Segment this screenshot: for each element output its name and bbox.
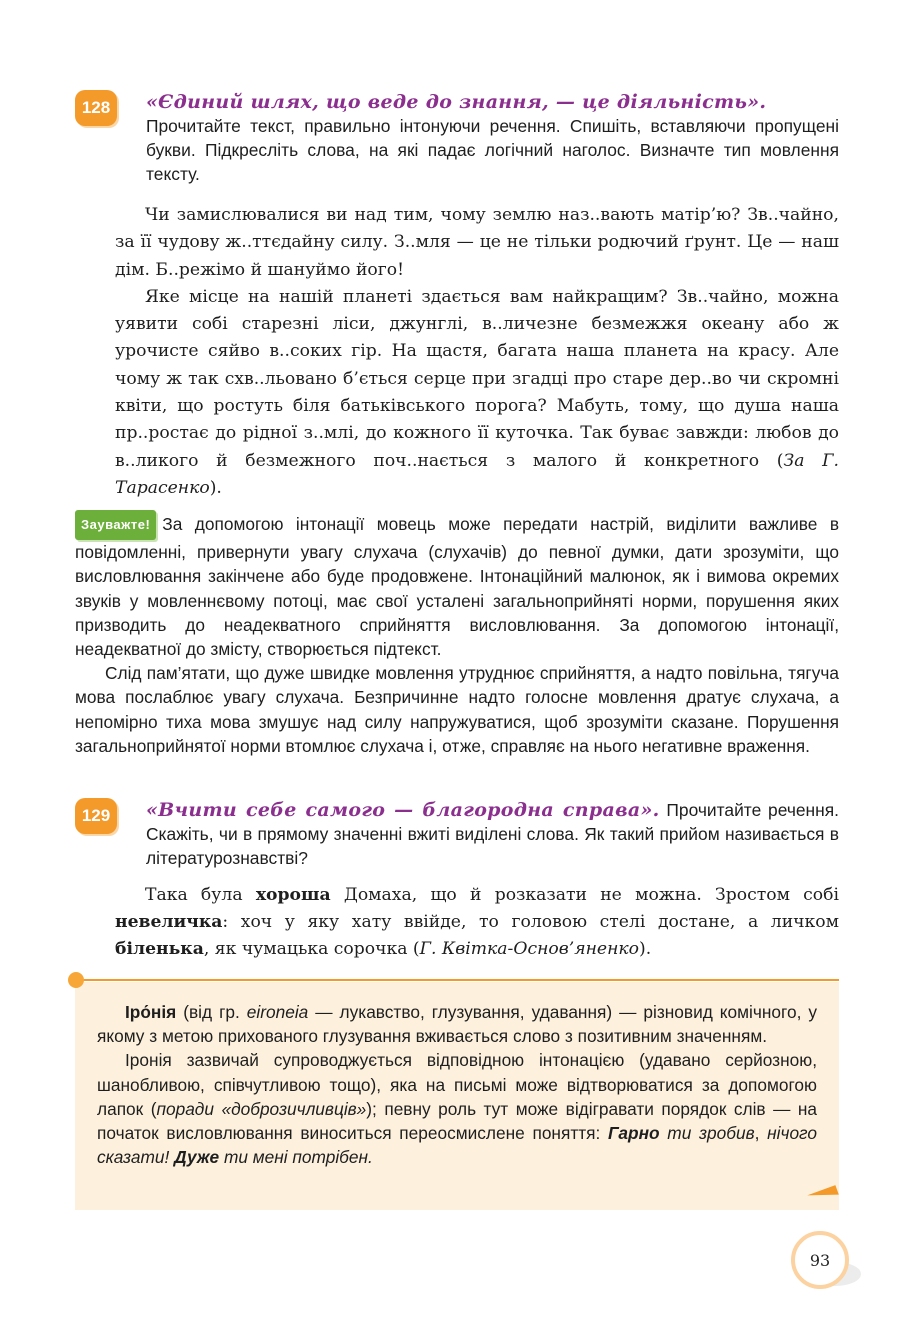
- note-paragraph: Зауважте! За допомогою інтонації мовець може передати настрій, виділити важливе в повідомленні, привернути увагу слухача (слухачів) до певної думки, дати зрозуміти, що висловлювання закінчене або буде продовжене. Інтонаційний малюнок, як і вимова окремих звуків у мовленнєвому потоці, має свої усталені загальноприйняті норми, порушення яких призводить до неадекватного сприйняття висловлювання. За допомогою інтонації, неадекватної до змісту, створюється підтекст.: [75, 510, 839, 661]
- note-paragraph: Слід пам’ятати, що дуже швидке мовлення утруднює сприйняття, а надто повільна, тягуча мова послаблює увагу слухача. Безпричинне надто голосне мовлення дратує слухача, а непомірно тиха мова змушує над силу напружуватися, щоб зрозуміти сказане. Порушення загальноприйнятої норми втомлює слухача і, отже, справляє на нього негативне враження.: [75, 663, 839, 756]
- note-label: Зауважте!: [75, 510, 156, 540]
- task-129-text: [115, 882, 839, 963]
- text-paragraph: Чи замислювалися ви над тим, чому землю наз..вають матір’ю? Зв..чайно, за її чудову ж..ттєдайну силу. З..мля — це не тільки родючий ґрунт. Це — наш дім. Б..режімо й шануймо його!: [115, 205, 839, 280]
- definition-divider: [75, 979, 839, 981]
- task-instruction: Прочитайте речення. Скажіть, чи в прямому значенні вжиті виділені слова. Як такий прийом називається в літературознавстві?: [146, 800, 840, 868]
- definition-term: Іро́нія: [125, 1002, 177, 1022]
- note-block: [75, 510, 839, 758]
- task-title: «Єдиний шлях, що веде до знання, — це діяльність».: [146, 91, 767, 113]
- highlighted-word: невеличка: [115, 912, 223, 932]
- task-129-header: [146, 798, 839, 870]
- task-128-header: [146, 90, 839, 186]
- task-title: «Вчити себе самого — благородна справа».: [146, 799, 660, 821]
- task-128-text: [115, 202, 839, 502]
- definition-text: [97, 1000, 817, 1169]
- task-number-badge: 128: [75, 90, 117, 126]
- text-paragraph: Така була хороша Домаха, що й розказати не можна. Зростом собі невеличка: хоч у яку хату ввійде, то головою стелі достане, а личком біленька, як чумацька сорочка (Г. Квітка-Основ’яненко).: [115, 885, 839, 959]
- task-instruction: Прочитайте текст, правильно інтонуючи речення. Спишіть, вставляючи пропущені букви. Підкресліть слова, на які падає логічний наголос. Визначте тип мовлення тексту.: [146, 116, 839, 184]
- text-source: Г. Квітка-Основ’яненко: [419, 939, 640, 959]
- text-source: За Г. Тарасенко: [115, 450, 839, 498]
- task-128: [75, 90, 839, 186]
- task-number-badge: 129: [75, 798, 117, 834]
- text-paragraph: Яке місце на нашій планеті здається вам найкращим? Зв..чайно, можна уявити собі старезні ліси, джунглі, в..личезне безмежжя океану або ж урочисте сяйво в..соких гір. На щастя, багата наша планета на красу. Але чому ж так схв..льовано б’ється серце при згадці про старе дер..во чи скромні квіти, що ростуть біля батьківського порога? Мабуть, тому, що душа наша пр..ростає до рідної з..млі, до кожного її куточка. Так буває завжди: любов до в..ликого й безмежного поч..нається з малого й конкретного (За Г. Тарасенко).: [115, 286, 839, 498]
- definition-paragraph: Іро́нія (від гр. eironeia — лукавство, глузування, удавання) — різновид комічного, у якому з метою прихованого глузування вживається слово з позитивним значенням.: [97, 1002, 817, 1047]
- task-129: [75, 798, 839, 870]
- highlighted-word: біленька: [115, 939, 204, 959]
- page-number: 93: [791, 1231, 849, 1289]
- highlighted-word: хороша: [255, 885, 331, 905]
- definition-paragraph: Іронія зазвичай супроводжується відповідною інтонацією (удавано серйозною, шанобливою, співчутливою тощо), яка на письмі може відтворюватися за допомогою лапок (поради «доброзичливців»); певну роль тут може відігравати порядок слів — на початок висловлювання виноситься переосмислене поняття: Гарно ти зробив, нічого сказати! Дуже ти мені потрібен.: [97, 1050, 818, 1168]
- definition-dot-icon: [68, 972, 84, 988]
